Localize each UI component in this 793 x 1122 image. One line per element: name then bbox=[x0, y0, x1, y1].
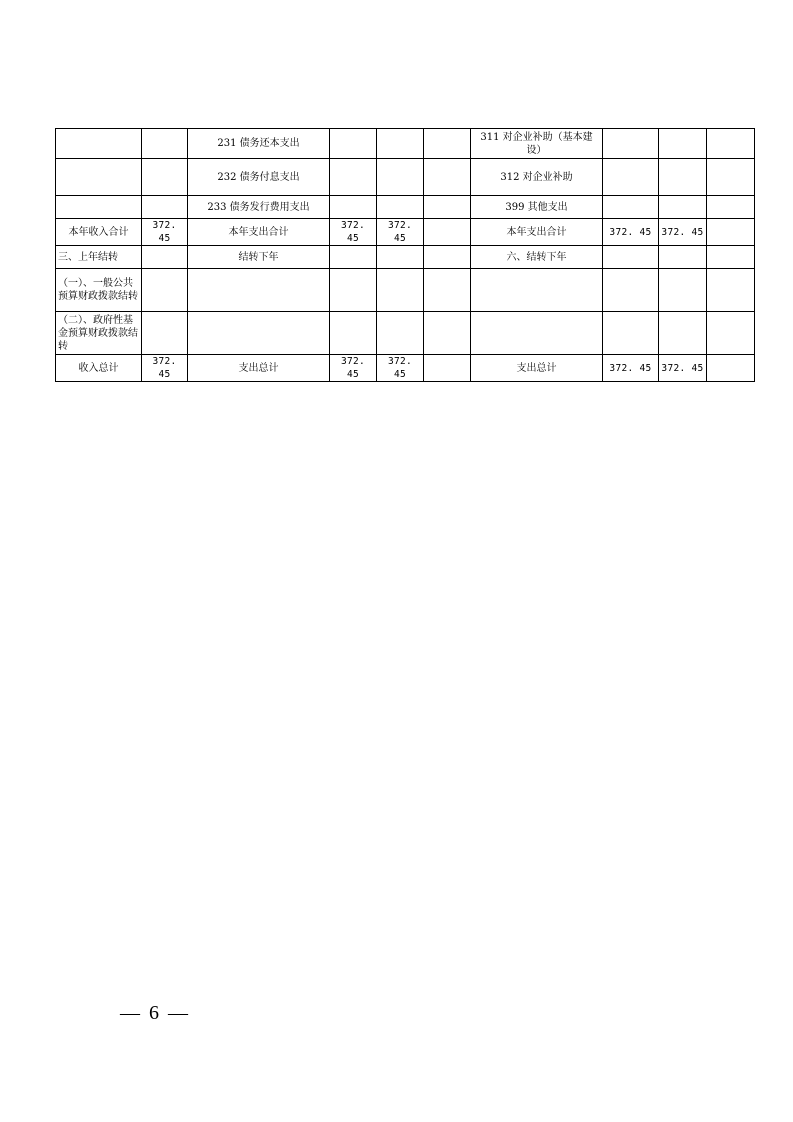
table-cell bbox=[471, 269, 603, 312]
table-cell bbox=[377, 196, 424, 219]
table-cell: 372. 45 bbox=[659, 219, 707, 246]
table-row bbox=[56, 269, 755, 312]
table-row bbox=[56, 159, 755, 196]
table-cell bbox=[707, 219, 755, 246]
table-cell: 372. 45 bbox=[142, 355, 188, 382]
table-cell: 372. 45 bbox=[659, 355, 707, 382]
table-cell bbox=[188, 269, 330, 312]
table-cell bbox=[377, 312, 424, 355]
table-cell: 233 债务发行费用支出 bbox=[188, 196, 330, 219]
table-cell: 231 债务还本支出 bbox=[188, 129, 330, 159]
table-cell bbox=[603, 246, 659, 269]
table-cell bbox=[142, 269, 188, 312]
table-cell bbox=[424, 196, 471, 219]
table-cell bbox=[142, 159, 188, 196]
table-cell: （二）、政府性基金预算财政拨款结转 bbox=[56, 312, 142, 355]
table-cell: 399 其他支出 bbox=[471, 196, 603, 219]
table-cell bbox=[56, 159, 142, 196]
table-cell bbox=[56, 129, 142, 159]
table-cell bbox=[142, 196, 188, 219]
table-cell: 支出总计 bbox=[188, 355, 330, 382]
table-cell: 372. 45 bbox=[377, 355, 424, 382]
table-cell bbox=[707, 355, 755, 382]
table-cell bbox=[188, 312, 330, 355]
table-cell: 支出总计 bbox=[471, 355, 603, 382]
table-cell bbox=[603, 196, 659, 219]
table-cell bbox=[142, 246, 188, 269]
table-cell bbox=[659, 129, 707, 159]
table-cell: （一）、一般公共预算财政拨款结转 bbox=[56, 269, 142, 312]
table-row bbox=[56, 355, 755, 382]
table-cell: 结转下年 bbox=[188, 246, 330, 269]
table-cell: 本年支出合计 bbox=[471, 219, 603, 246]
table-cell bbox=[377, 129, 424, 159]
table-row bbox=[56, 312, 755, 355]
table-cell bbox=[659, 159, 707, 196]
table-cell bbox=[707, 129, 755, 159]
table-cell bbox=[377, 159, 424, 196]
table-cell: 本年收入合计 bbox=[56, 219, 142, 246]
table-cell: 372. 45 bbox=[377, 219, 424, 246]
table-cell bbox=[424, 129, 471, 159]
table-cell: 232 债务付息支出 bbox=[188, 159, 330, 196]
table-cell: 311 对企业补助（基本建设） bbox=[471, 129, 603, 159]
table-cell bbox=[330, 129, 377, 159]
table-cell: 372. 45 bbox=[603, 219, 659, 246]
table-cell: 372. 45 bbox=[330, 355, 377, 382]
budget-table-body bbox=[56, 129, 755, 382]
budget-table bbox=[55, 128, 755, 382]
table-cell: 372. 45 bbox=[142, 219, 188, 246]
table-cell: 372. 45 bbox=[603, 355, 659, 382]
table-cell bbox=[330, 312, 377, 355]
table-cell bbox=[56, 196, 142, 219]
table-cell: 收入总计 bbox=[56, 355, 142, 382]
table-cell bbox=[707, 159, 755, 196]
table-cell bbox=[659, 269, 707, 312]
table-cell bbox=[659, 312, 707, 355]
table-cell bbox=[659, 246, 707, 269]
table-cell bbox=[424, 355, 471, 382]
table-cell bbox=[471, 312, 603, 355]
table-row bbox=[56, 246, 755, 269]
table-cell: 三、上年结转 bbox=[56, 246, 142, 269]
table-cell bbox=[659, 196, 707, 219]
table-cell bbox=[424, 219, 471, 246]
table-cell bbox=[707, 246, 755, 269]
table-cell bbox=[377, 246, 424, 269]
table-cell bbox=[330, 269, 377, 312]
table-row bbox=[56, 196, 755, 219]
table-cell bbox=[330, 159, 377, 196]
table-cell bbox=[603, 129, 659, 159]
page-number: — 6 — bbox=[120, 1002, 190, 1024]
table-cell bbox=[424, 246, 471, 269]
table-cell bbox=[142, 312, 188, 355]
table-row bbox=[56, 219, 755, 246]
table-cell bbox=[707, 312, 755, 355]
table-cell bbox=[424, 269, 471, 312]
table-cell bbox=[377, 269, 424, 312]
table-cell: 本年支出合计 bbox=[188, 219, 330, 246]
table-cell bbox=[603, 312, 659, 355]
table-cell bbox=[142, 129, 188, 159]
table-cell bbox=[603, 269, 659, 312]
table-cell bbox=[707, 269, 755, 312]
table-cell: 312 对企业补助 bbox=[471, 159, 603, 196]
table-cell bbox=[330, 246, 377, 269]
table-cell bbox=[424, 312, 471, 355]
table-cell bbox=[424, 159, 471, 196]
table-cell bbox=[603, 159, 659, 196]
table-cell: 六、结转下年 bbox=[471, 246, 603, 269]
table-row bbox=[56, 129, 755, 159]
table-cell bbox=[707, 196, 755, 219]
table-cell: 372. 45 bbox=[330, 219, 377, 246]
table-cell bbox=[330, 196, 377, 219]
